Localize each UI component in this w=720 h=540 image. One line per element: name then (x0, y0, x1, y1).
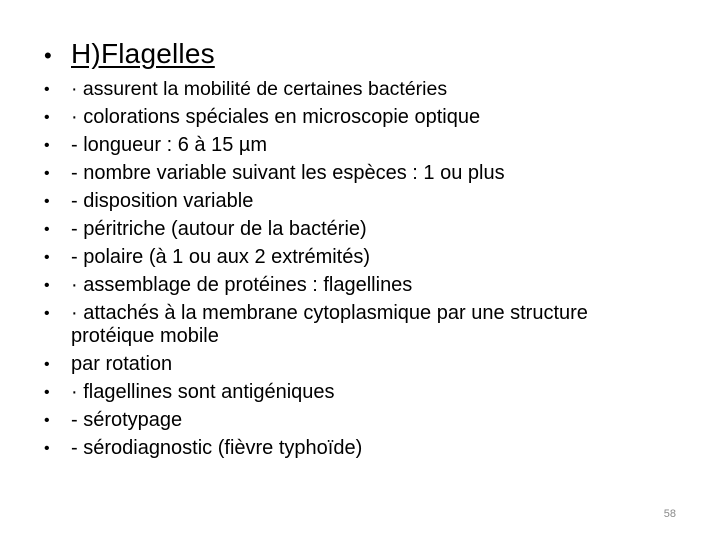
bullet-text: · flagellines sont antigéniques (71, 381, 335, 403)
bullet-text: par rotation (71, 353, 173, 375)
bullet-text: - nombre variable suivant les espèces : 1 ou plus (71, 162, 505, 184)
bullet-icon: • (44, 412, 50, 429)
bullet-icon: • (44, 43, 52, 68)
bullet-text: · attachés à la membrane cytoplasmique par une structure protéique mobile (71, 302, 588, 347)
bullet-icon: • (44, 81, 50, 98)
bullet-item (44, 437, 664, 460)
bullet-text: - sérotypage (71, 409, 183, 431)
bullet-item (44, 302, 664, 348)
bullet-list (44, 78, 664, 465)
bullet-text: - péritriche (autour de la bactérie) (71, 218, 367, 240)
bullet-text: - disposition variable (71, 190, 254, 212)
bullet-icon: • (44, 277, 50, 294)
bullet-icon: • (44, 249, 50, 266)
bullet-text: · assurent la mobilité de certaines bactéries (71, 78, 448, 100)
bullet-icon: • (44, 305, 50, 322)
slide-title-row (44, 38, 215, 70)
bullet-icon: • (44, 356, 50, 373)
bullet-item (44, 190, 664, 213)
bullet-text: · assemblage de protéines : flagellines (71, 274, 413, 296)
bullet-text: - longueur : 6 à 15 µm (71, 134, 268, 156)
bullet-text: - sérodiagnostic (fièvre typhoïde) (71, 437, 363, 459)
bullet-icon: • (44, 384, 50, 401)
bullet-item (44, 106, 664, 129)
bullet-icon: • (44, 193, 50, 210)
bullet-icon: • (44, 137, 50, 154)
bullet-icon: • (44, 221, 50, 238)
bullet-item (44, 353, 664, 376)
bullet-text: · colorations spéciales en microscopie optique (71, 106, 481, 128)
bullet-item (44, 218, 664, 241)
slide-title: H)Flagelles (71, 38, 215, 69)
bullet-item (44, 162, 664, 185)
bullet-item (44, 246, 664, 269)
bullet-item (44, 381, 664, 404)
bullet-item (44, 409, 664, 432)
bullet-text: - polaire (à 1 ou aux 2 extrémités) (71, 246, 371, 268)
bullet-item (44, 134, 664, 157)
bullet-icon: • (44, 109, 50, 126)
bullet-item (44, 78, 664, 101)
bullet-icon: • (44, 440, 50, 457)
bullet-icon: • (44, 165, 50, 182)
bullet-item (44, 274, 664, 297)
page-number: 58 (663, 508, 676, 520)
